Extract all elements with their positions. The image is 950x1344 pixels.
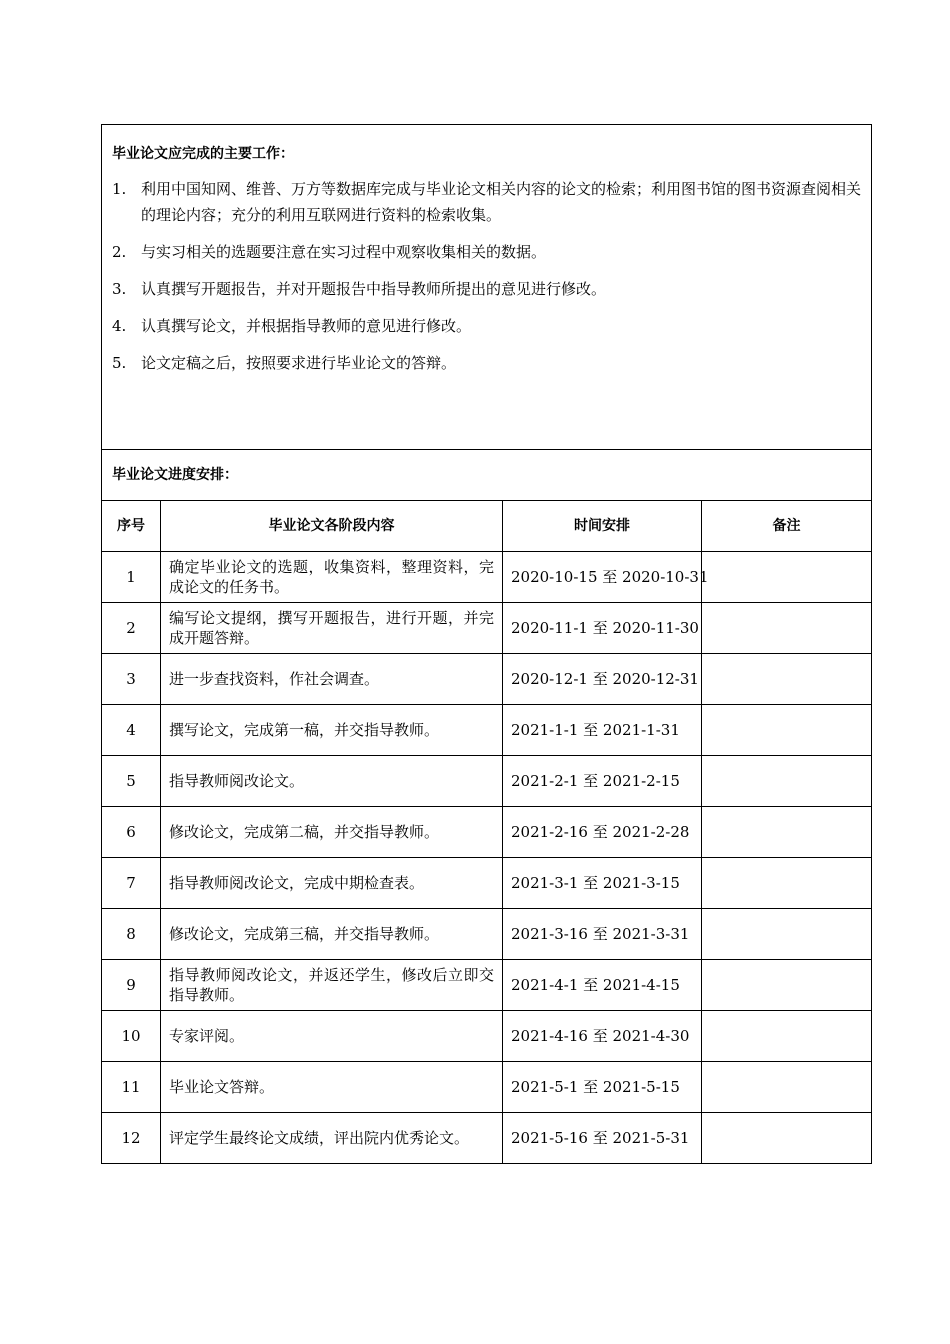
main-work-item-number: 1. [112,180,127,198]
table-row [102,552,872,603]
row-time: 2021-1-1 至 2021-1-31 [503,705,702,756]
row-note [702,552,872,603]
row-time: 2021-5-16 至 2021-5-31 [503,1113,702,1164]
row-index: 3 [102,654,161,705]
schedule-title: 毕业论文进度安排： [112,467,238,483]
row-index: 12 [102,1113,161,1164]
row-content: 指导教师阅改论文，完成中期检查表。 [161,858,503,909]
row-time: 2021-2-1 至 2021-2-15 [503,756,702,807]
header-content: 毕业论文各阶段内容 [161,501,503,552]
row-note [702,705,872,756]
header-note: 备注 [702,501,872,552]
main-work-section [102,125,872,450]
row-index: 7 [102,858,161,909]
table-row [102,756,872,807]
main-work-row [102,125,872,450]
table-row [102,1113,872,1164]
row-note [702,654,872,705]
row-note [702,960,872,1011]
main-work-item-text: 认真撰写开题报告，并对开题报告中指导教师所提出的意见进行修改。 [141,280,607,298]
row-content: 进一步查找资料，作社会调查。 [161,654,503,705]
row-content: 指导教师阅改论文。 [161,756,503,807]
table-row [102,858,872,909]
row-content: 评定学生最终论文成绩，评出院内优秀论文。 [161,1113,503,1164]
main-work-item-number: 4. [112,317,127,335]
table-row [102,654,872,705]
table-row [102,909,872,960]
row-note [702,756,872,807]
row-index: 1 [102,552,161,603]
row-index: 8 [102,909,161,960]
row-time: 2020-10-15 至 2020-10-31 [503,552,702,603]
header-time: 时间安排 [503,501,702,552]
schedule-header-row [102,501,872,552]
row-time: 2020-12-1 至 2020-12-31 [503,654,702,705]
main-work-item [112,176,861,228]
main-work-list [112,176,861,376]
schedule-section [102,450,872,501]
row-content: 修改论文，完成第二稿，并交指导教师。 [161,807,503,858]
row-index: 9 [102,960,161,1011]
row-note [702,1062,872,1113]
row-content: 毕业论文答辩。 [161,1062,503,1113]
table-row [102,1062,872,1113]
row-index: 10 [102,1011,161,1062]
main-work-title: 毕业论文应完成的主要工作： [112,146,294,162]
main-work-item-text: 认真撰写论文，并根据指导教师的意见进行修改。 [141,317,472,335]
header-index: 序号 [102,501,161,552]
row-content: 修改论文，完成第三稿，并交指导教师。 [161,909,503,960]
row-note [702,603,872,654]
main-work-item [112,350,861,376]
row-index: 5 [102,756,161,807]
row-index: 11 [102,1062,161,1113]
row-time: 2020-11-1 至 2020-11-30 [503,603,702,654]
row-content: 编写论文提纲，撰写开题报告，进行开题，并完成开题答辩。 [161,603,503,654]
form-table [101,124,872,1164]
row-index: 2 [102,603,161,654]
row-time: 2021-3-16 至 2021-3-31 [503,909,702,960]
row-index: 4 [102,705,161,756]
main-work-item-text: 与实习相关的选题要注意在实习过程中观察收集相关的数据。 [141,243,547,261]
row-content: 确定毕业论文的选题，收集资料，整理资料，完成论文的任务书。 [161,552,503,603]
row-time: 2021-4-1 至 2021-4-15 [503,960,702,1011]
row-content: 撰写论文，完成第一稿，并交指导教师。 [161,705,503,756]
row-content: 指导教师阅改论文，并返还学生，修改后立即交指导教师。 [161,960,503,1011]
main-work-item-text: 论文定稿之后，按照要求进行毕业论文的答辩。 [141,354,457,372]
main-work-item [112,239,861,265]
row-note [702,1011,872,1062]
row-time: 2021-3-1 至 2021-3-15 [503,858,702,909]
table-row [102,807,872,858]
main-work-item-text: 利用中国知网、维普、万方等数据库完成与毕业论文相关内容的论文的检索；利用图书馆的图书资源查阅相关的理论内容；充分的利用互联网进行资料的检索收集。 [141,180,862,224]
row-note [702,909,872,960]
row-time: 2021-2-16 至 2021-2-28 [503,807,702,858]
thesis-task-form [101,124,871,1164]
row-note [702,807,872,858]
row-index: 6 [102,807,161,858]
table-row [102,1011,872,1062]
table-row [102,960,872,1011]
row-time: 2021-4-16 至 2021-4-30 [503,1011,702,1062]
schedule-title-row [102,450,872,501]
row-note [702,858,872,909]
main-work-item-number: 2. [112,243,127,261]
row-note [702,1113,872,1164]
table-row [102,603,872,654]
main-work-item [112,276,861,302]
main-work-item-number: 3. [112,280,127,298]
main-work-item [112,313,861,339]
main-work-item-number: 5. [112,354,127,372]
row-content: 专家评阅。 [161,1011,503,1062]
table-row [102,705,872,756]
row-time: 2021-5-1 至 2021-5-15 [503,1062,702,1113]
